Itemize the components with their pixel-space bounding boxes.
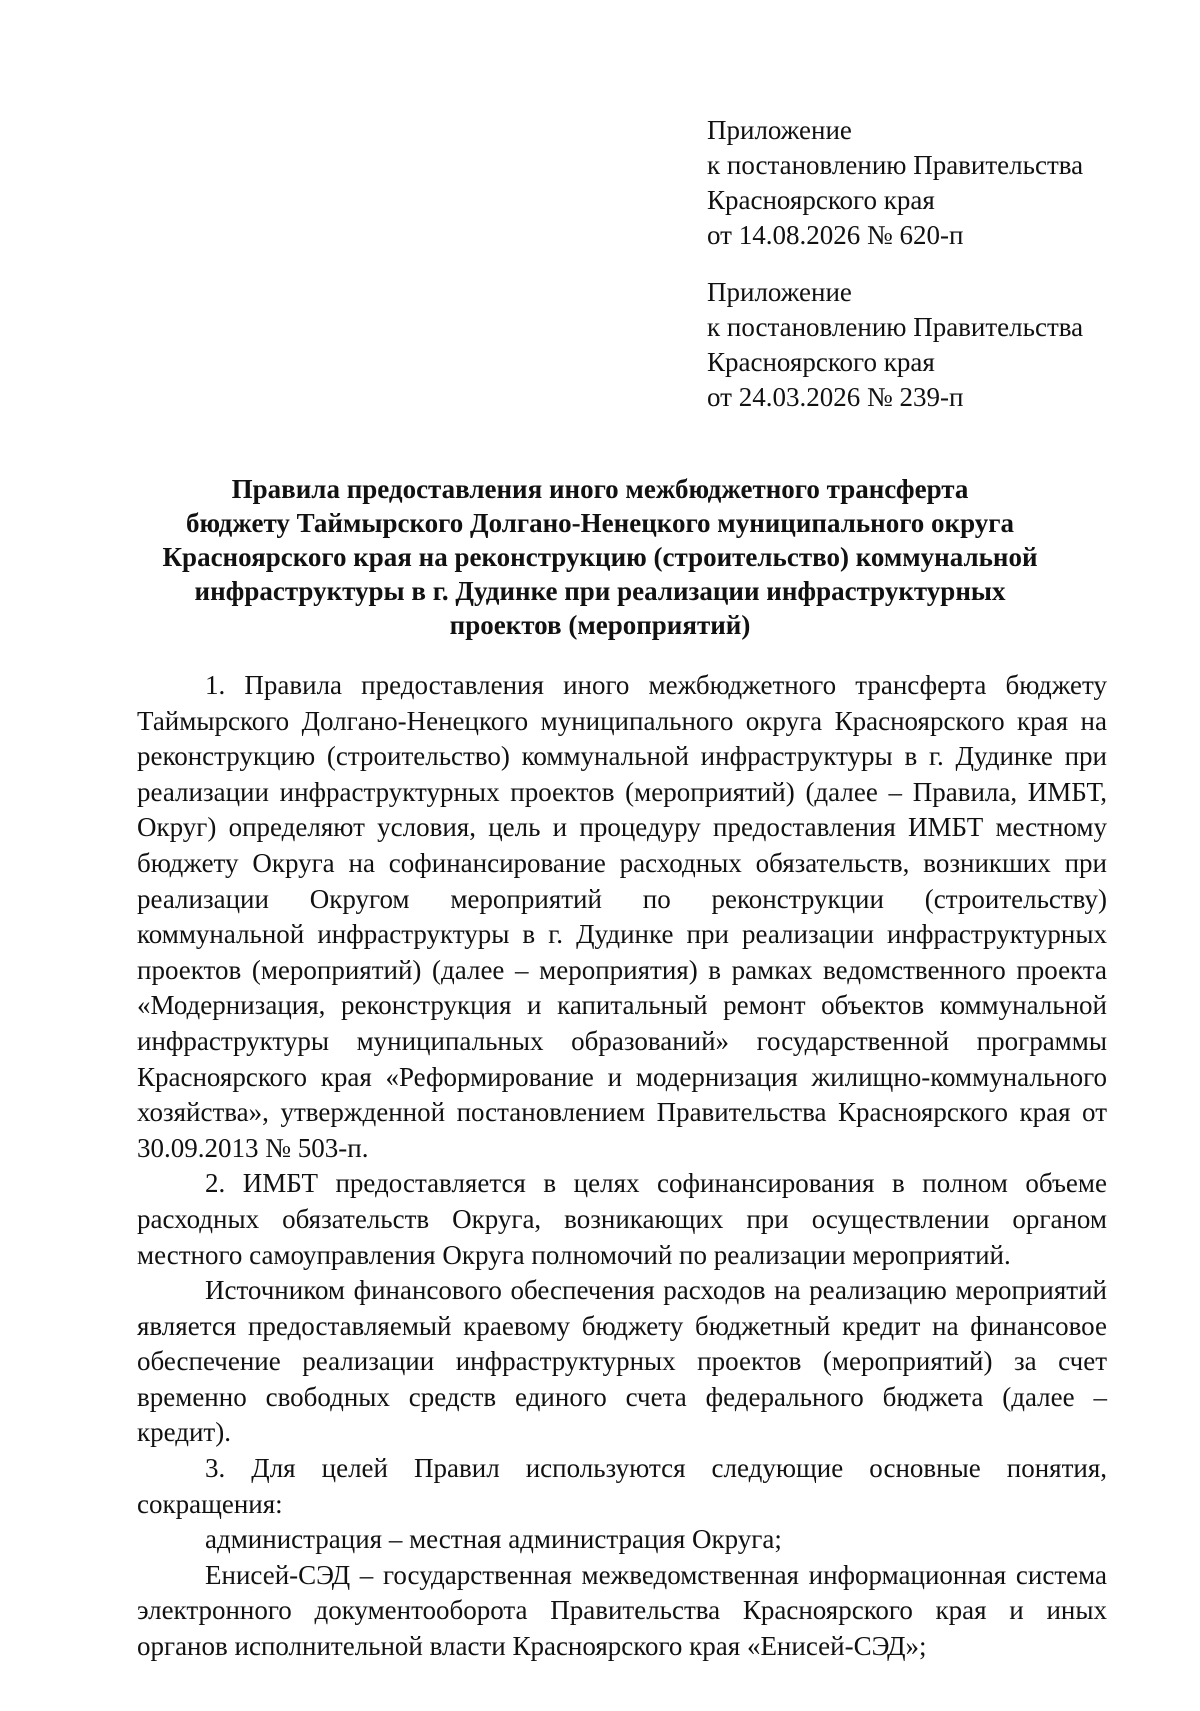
definition-administration: администрация – местная администрация Округа; — [205, 1524, 782, 1555]
paragraph-2: 2. ИМБТ предоставляется в целях софинансирования в полном объеме расходных обязательств Округа, возникающих при осуществлении органом местного самоуправления Округа полномочий по реализации мероприятий. — [137, 1168, 1107, 1270]
definition-enisey-sed: Енисей-СЭД – государственная межведомственная информационная система электронного документооборота Правительства Красноярского края и иных органов исполнительной власти Красноярского края «Енисей-СЭД»; — [137, 1559, 1107, 1662]
document-body — [137, 668, 1107, 1665]
title-line: инфраструктуры в г. Дудинке при реализации инфраструктурных — [194, 576, 1006, 606]
appendix-date-number: от 24.03.2026 № 239-п — [707, 382, 964, 412]
appendix-region: Красноярского края — [707, 185, 935, 215]
appendix-heading: Приложение — [707, 115, 852, 145]
paragraph-1: 1. Правила предоставления иного межбюджетного трансферта бюджету Таймырского Долгано-Ненецкого муниципального округа Красноярского края на реконструкцию (строительство) коммунальной инфраструктуры в г. Дудинке при реализации инфраструктурных проектов (мероприятий) (далее – Правила, ИМБТ, Округ) определяют условия, цель и процедуру предоставления ИМБТ местному бюджету Округа на софинансирование расходных обязательств, возникших при реализации Округом мероприятий по реконструкции (строительству) коммунальной инфраструктуры в г. Дудинке при реализации инфраструктурных проектов (мероприятий) (далее – мероприятия) в рамках ведомственного проекта «Модернизация, реконструкция и капитальный ремонт объектов коммунальной инфраструктуры муниципальных образований» государственной программы Красноярского края «Реформирование и модернизация жилищно-коммунального хозяйства», утвержденной постановлением Правительства Красноярского края от 30.09.2013 № 503-п. — [137, 670, 1107, 1163]
paragraph-funding-source: Источником финансового обеспечения расходов на реализацию мероприятий является предоставляемый краевому бюджету бюджетный кредит на финансовое обеспечение реализации инфраструктурных проектов (мероприятий) за счет временно свободных средств единого счета федерального бюджета (далее – кредит). — [137, 1275, 1107, 1448]
title-line: Красноярского края на реконструкцию (строительство) коммунальной — [162, 542, 1038, 572]
appendix-region: Красноярского края — [707, 347, 935, 377]
appendix-decree-reference: к постановлению Правительства — [707, 150, 1084, 180]
appendix-heading: Приложение — [707, 277, 852, 307]
appendix-decree-reference: к постановлению Правительства — [707, 312, 1084, 342]
appendix-date-number: от 14.08.2026 № 620-п — [707, 220, 964, 250]
paragraph-3: 3. Для целей Правил используются следующие основные понятия, сокращения: — [137, 1453, 1107, 1519]
appendix-block-current — [707, 113, 1147, 253]
document-title — [140, 472, 1060, 642]
title-line: Правила предоставления иного межбюджетного трансферта — [231, 474, 969, 504]
appendix-block-original — [707, 275, 1147, 415]
title-line: проектов (мероприятий) — [449, 610, 751, 640]
title-line: бюджету Таймырского Долгано-Ненецкого муниципального округа — [185, 508, 1015, 538]
